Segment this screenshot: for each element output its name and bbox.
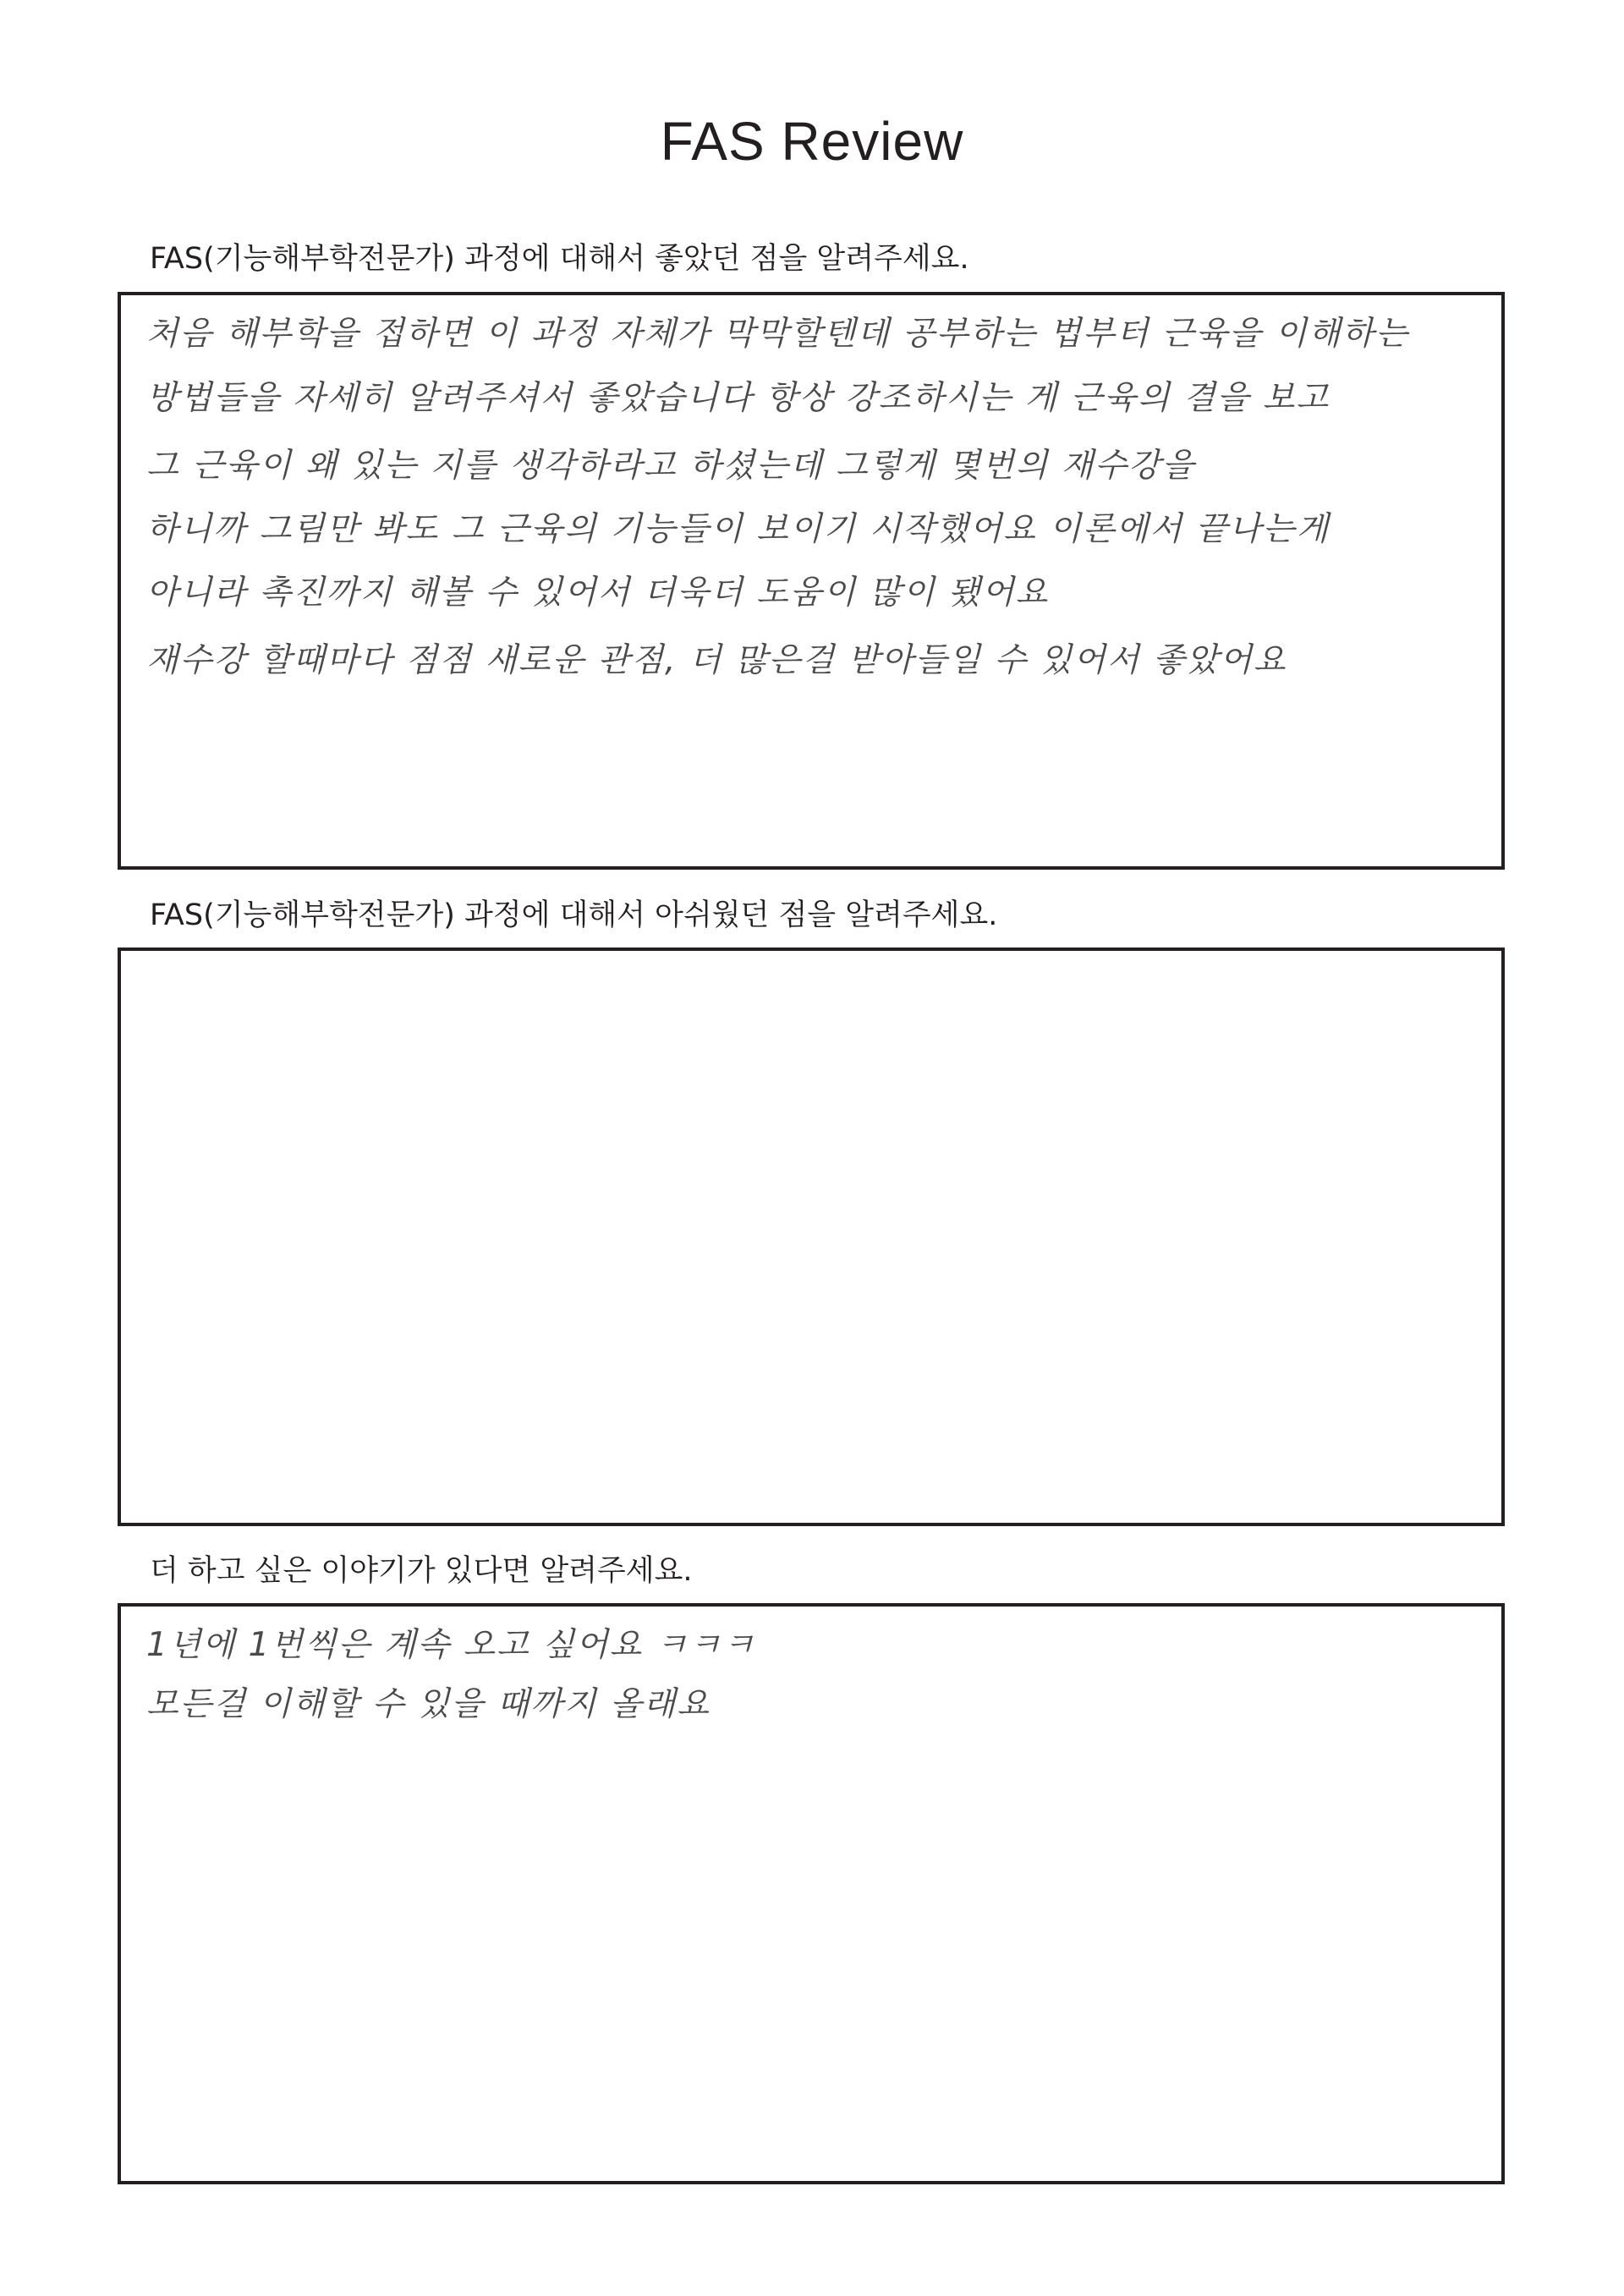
answer-line: 그 근육이 왜 있는 지를 생각하라고 하셨는데 그렇게 몇번의 재수강을 <box>146 447 1196 485</box>
answer-line: 재수강 할때마다 점점 새로운 관점, 더 많은걸 받아들일 수 있어서 좋았어요 <box>146 641 1287 679</box>
answer-line: 하니까 그림만 봐도 그 근육의 기능들이 보이기 시작했어요 이론에서 끝나는게 <box>146 510 1330 548</box>
answer-line: 아니라 촉진까지 해볼 수 있어서 더욱더 도움이 많이 됐어요 <box>146 574 1050 612</box>
question-additional-comments: 더 하고 싶은 이야기가 있다면 알려주세요. <box>150 1554 693 1588</box>
answer-box-good-points[interactable] <box>118 292 1505 870</box>
answer-box-additional-comments[interactable] <box>118 1603 1505 2184</box>
answer-line: 방법들을 자세히 알려주셔서 좋았습니다 항상 강조하시는 게 근육의 결을 보고 <box>146 379 1330 417</box>
answer-line: 처음 해부학을 접하면 이 과정 자체가 막막할텐데 공부하는 법부터 근육을 이해하는 <box>146 315 1409 353</box>
answer-line: 모든걸 이해할 수 있을 때까지 올래요 <box>146 1685 711 1723</box>
answer-line: 1년에 1번씩은 계속 오고 싶어요 ㅋㅋㅋ <box>146 1626 756 1664</box>
question-regret-points: FAS(기능해부학전문가) 과정에 대해서 아쉬웠던 점을 알려주세요. <box>150 898 998 932</box>
answer-box-regret-points[interactable] <box>118 948 1505 1526</box>
question-good-points: FAS(기능해부학전문가) 과정에 대해서 좋았던 점을 알려주세요. <box>150 242 969 276</box>
page-title: FAS Review <box>660 111 964 172</box>
